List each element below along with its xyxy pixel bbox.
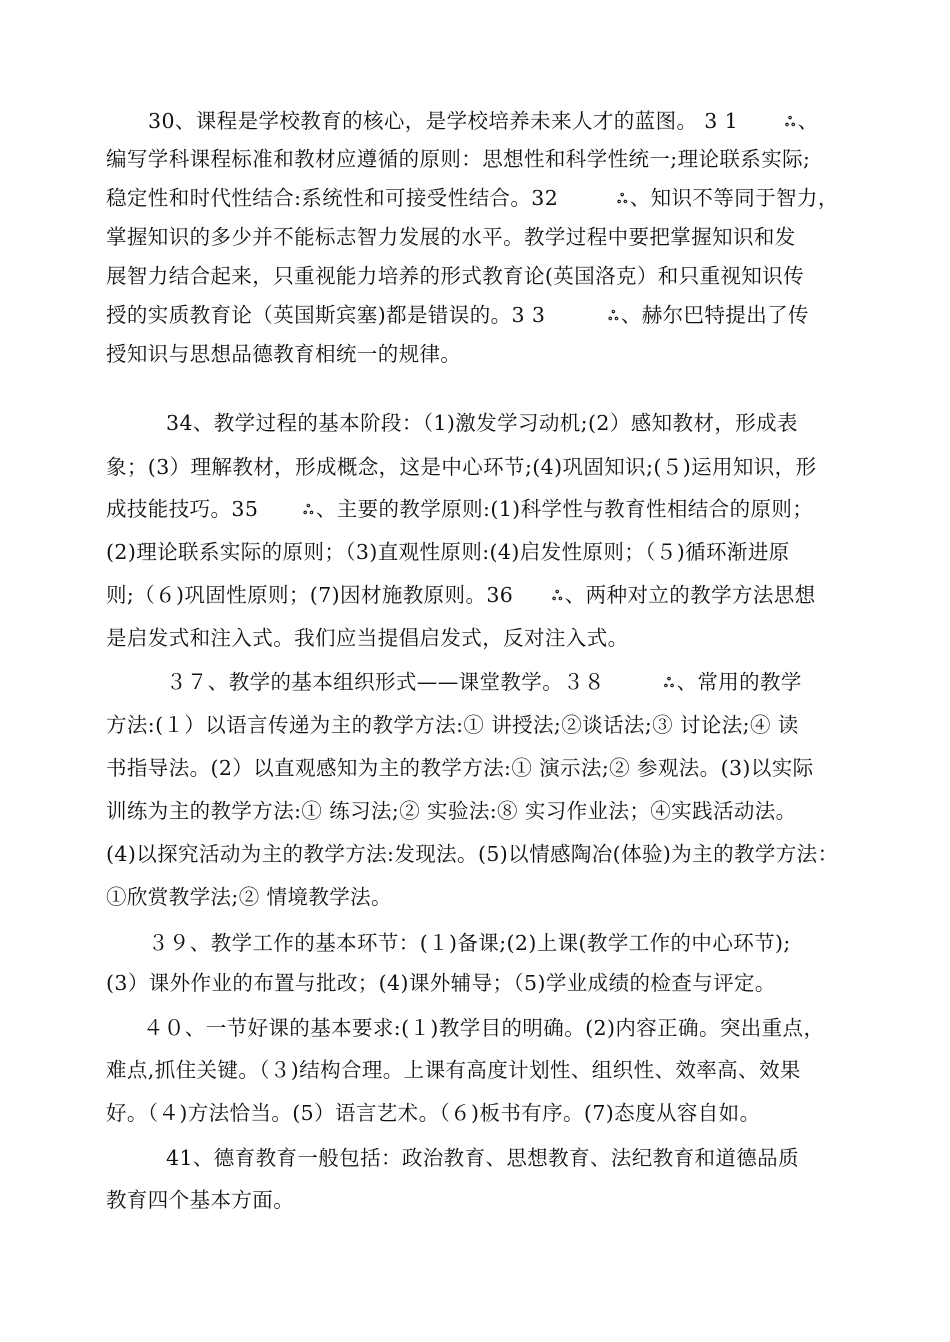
paragraph-39-line-1: ３９、教学工作的基本环节：(１)备课;(2)上课(教学工作的中心环节); [148, 931, 791, 955]
list-marker-icon: ஃ [608, 308, 619, 324]
paragraph-31-line-1: 编写学科课程标准和教材应遵循的原则：思想性和科学性统一;理论联系实际; [106, 147, 811, 171]
list-marker-icon: ஃ [785, 114, 796, 130]
paragraph-41-line-2: 教育四个基本方面。 [106, 1188, 295, 1212]
paragraph-38-line-4: (4)以探究活动为主的教学方法:发现法。(5)以情感陶冶(体验)为主的教学方法： [106, 842, 839, 866]
paragraph-35-line-1: (2)理论联系实际的原则；（3)直观性原则:(4)启发性原则；（５)循环渐进原 [106, 540, 790, 564]
line-text: 、知识不等同于智力， [629, 186, 839, 210]
line-text: 授的实质教育论（英国斯宾塞)都是错误的。3 3 [106, 303, 546, 327]
paragraph-38-line-3: 训练为主的教学方法:① 练习法;② 实验法:⑧ 实习作业法；④实践活动法。 [106, 799, 797, 823]
line-text: 成技能技巧。35 [106, 497, 259, 521]
line-text: 、主要的教学原则:(1)科学性与教育性相结合的原则； [315, 497, 814, 521]
line-text: 、 [797, 109, 819, 133]
list-marker-icon: ஃ [663, 675, 675, 691]
paragraph-41-line-1: 41、德育教育一般包括：政治教育、思想教育、法纪教育和道德品质 [166, 1146, 799, 1170]
paragraph-40-line-2: 难点,抓住关键。（３)结构合理。上课有高度计划性、组织性、效率高、效果 [106, 1058, 801, 1082]
paragraph-34-line-1: 34、教学过程的基本阶段：（1)激发学习动机;(2）感知教材，形成表 [166, 411, 798, 435]
paragraph-38-line-1: 方法:(１）以语言传递为主的教学方法:① 讲授法;②谈话法;③ 讨论法;④ 读 [106, 713, 799, 737]
list-marker-icon: ஃ [617, 191, 628, 207]
list-marker-icon: ஃ [303, 502, 314, 518]
paragraph-40-line-1: ４０、一节好课的基本要求:(１)教学目的明确。(2)内容正确。突出重点， [143, 1016, 825, 1040]
paragraph-33-line-1: 授知识与思想品德教育相统一的规律。 [106, 342, 462, 366]
paragraph-31-line-2 [106, 183, 856, 215]
paragraph-32-line-3 [106, 300, 856, 332]
paragraph-37-line-1 [166, 667, 856, 699]
line-text: 稳定性和时代性结合:系统性和可接受性结合。32 [106, 186, 559, 210]
line-text: 、常用的教学 [676, 670, 802, 694]
line-text: 30、课程是学校教育的核心，是学校培养未来人才的蓝图。 3 1 [148, 109, 739, 133]
paragraph-34-line-2: 象；(3）理解教材，形成概念，这是中心环节;(4)巩固知识;(５)运用知识，形 [106, 455, 817, 479]
line-text: ３７、教学的基本组织形式——课堂教学。３８ [166, 670, 605, 694]
paragraph-38-line-5: ①欣赏教学法;② 情境教学法。 [106, 885, 392, 909]
line-text: 、两种对立的教学方法思想 [564, 583, 816, 607]
paragraph-36-line-1: 是启发式和注入式。我们应当提倡启发式，反对注入式。 [106, 626, 629, 650]
paragraph-32-line-2: 展智力结合起来，只重视能力培养的形式教育论(英国洛克）和只重视知识传 [106, 264, 805, 288]
list-marker-icon: ஃ [552, 588, 563, 604]
paragraph-34-line-3 [106, 494, 856, 526]
paragraph-32-line-1: 掌握知识的多少并不能标志智力发展的水平。教学过程中要把掌握知识和发 [106, 225, 796, 249]
line-text: 、赫尔巴特提出了传 [620, 303, 809, 327]
paragraph-35-line-2 [106, 580, 856, 612]
line-text: 则;（６)巩固性原则；(7)因材施教原则。36 [106, 583, 514, 607]
paragraph-38-line-2: 书指导法。(2）以直观感知为主的教学方法:① 演示法;② 参观法。(3)以实际 [106, 756, 814, 780]
paragraph-40-line-3: 好。（４)方法恰当。(5）语言艺术。（６)板书有序。(7)态度从容自如。 [106, 1101, 761, 1125]
paragraph-39-line-2: (3）课外作业的布置与批改；(4)课外辅导；（5)学业成绩的检查与评定。 [106, 971, 776, 995]
paragraph-30-line-1 [148, 106, 848, 138]
